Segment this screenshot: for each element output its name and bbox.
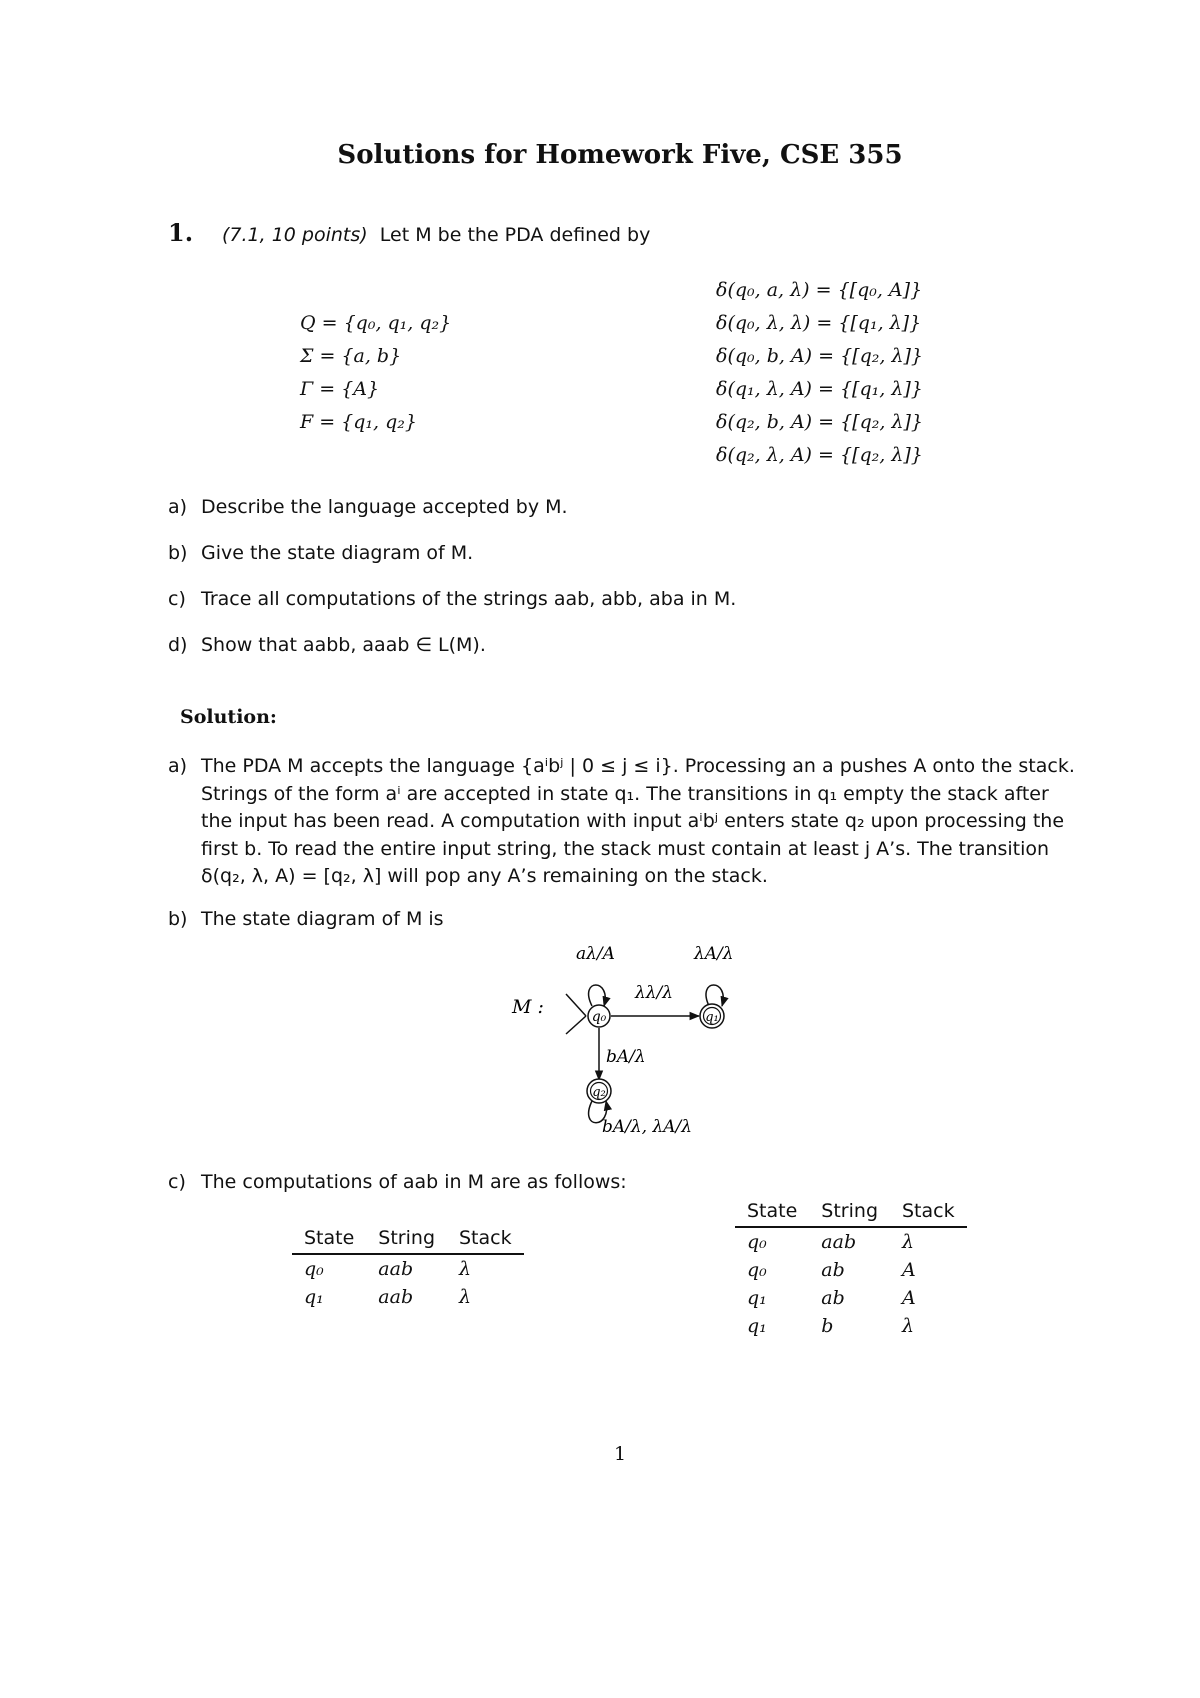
question-text: Show that aabb, aaab ∈ L(M). xyxy=(201,634,486,656)
table-cell: q₁ xyxy=(747,1287,767,1309)
solution-a-line: δ(q₂, λ, A) = [q₂, λ] will pop any A’s remaining on the stack. xyxy=(201,865,768,887)
table-cell: q₀ xyxy=(747,1231,767,1253)
question-c xyxy=(168,588,736,610)
table-cell: aab xyxy=(821,1231,857,1253)
table-cell: ab xyxy=(821,1259,845,1281)
machine-label: M : xyxy=(512,996,544,1018)
transition-item: δ(q₀, b, A) = {[q₂, λ]} xyxy=(716,345,923,367)
problem-intro xyxy=(222,224,650,246)
start-indicator xyxy=(566,1016,586,1034)
pda-definitions xyxy=(300,307,451,439)
state-label-q2: q₂ xyxy=(592,1085,606,1100)
transition-item: δ(q₁, λ, A) = {[q₁, λ]} xyxy=(716,378,923,400)
problem-intro-text: Let M be the PDA defined by xyxy=(379,224,651,246)
table-row xyxy=(735,1256,967,1284)
solution-b xyxy=(168,908,444,930)
table-cell: λ xyxy=(902,1315,915,1337)
problem-number: 1. xyxy=(168,218,194,247)
question-a xyxy=(168,496,568,518)
question-b xyxy=(168,542,473,564)
table-cell: q₁ xyxy=(747,1315,767,1337)
edge-label-q0-q1: λλ/λ xyxy=(635,983,674,1003)
table-row xyxy=(735,1312,967,1340)
table-header: State xyxy=(735,1200,809,1227)
transition-item: δ(q₀, a, λ) = {[q₀, A]} xyxy=(716,279,923,301)
table-row xyxy=(292,1283,524,1311)
state-label-q0: q₀ xyxy=(591,1009,607,1025)
solution-a-line: first b. To read the entire input string, the stack must contain at least j A’s. The transition xyxy=(201,837,1050,860)
edge-label-q1-q1: λA/λ xyxy=(694,944,734,964)
state-q2 xyxy=(587,1079,611,1103)
table-row xyxy=(292,1254,524,1283)
solution-heading: Solution: xyxy=(180,706,277,728)
edge-q1-q1 xyxy=(706,985,723,1006)
transition-item: δ(q₂, b, A) = {[q₂, λ]} xyxy=(716,411,923,433)
question-label: d) xyxy=(168,634,188,656)
table-cell: b xyxy=(821,1315,834,1337)
table-cell: λ xyxy=(459,1286,472,1308)
solution-c-text: The computations of aab in M are as follows: xyxy=(201,1171,627,1193)
solution-a-label: a) xyxy=(168,755,188,777)
state-label-q1: q₁ xyxy=(705,1010,719,1025)
table-header: String xyxy=(366,1227,447,1254)
table-cell: λ xyxy=(902,1231,915,1253)
table-row xyxy=(735,1227,967,1256)
table-cell: q₁ xyxy=(304,1286,324,1308)
table-cell: aab xyxy=(378,1286,414,1308)
table-header: String xyxy=(809,1200,890,1227)
question-label: a) xyxy=(168,496,188,518)
solution-a-line: the input has been read. A computation with input aⁱbʲ enters state q₂ upon processing the xyxy=(201,810,1065,832)
definition-final-states: F = {q₁, q₂} xyxy=(300,411,417,433)
table-cell: λ xyxy=(459,1258,472,1280)
question-text: Describe the language accepted by M. xyxy=(201,496,568,518)
table-cell: q₀ xyxy=(304,1258,324,1280)
definition-stack-alphabet: Γ = {A} xyxy=(300,378,380,400)
page-number: 1 xyxy=(613,1443,627,1465)
question-text: Give the state diagram of M. xyxy=(201,542,474,564)
solution-b-label: b) xyxy=(168,908,188,930)
table-row xyxy=(735,1284,967,1312)
start-indicator xyxy=(566,994,586,1016)
state-diagram xyxy=(500,930,800,1150)
edge-label-q0-q2: bA/λ xyxy=(606,1047,646,1067)
question-text: Trace all computations of the strings aab, abb, aba in M. xyxy=(201,588,737,610)
transition-function xyxy=(716,274,923,472)
table-header: State xyxy=(292,1227,366,1254)
edge-label-q2-q2: bA/λ, λA/λ xyxy=(602,1117,693,1137)
question-d xyxy=(168,634,486,656)
problem-reference: (7.1, 10 points) xyxy=(222,224,368,246)
table-cell: aab xyxy=(378,1258,414,1280)
edge-q0-q0 xyxy=(589,985,606,1006)
solution-c-label: c) xyxy=(168,1171,186,1193)
edge-label-q0-q0: aλ/A xyxy=(576,944,615,964)
table-cell: A xyxy=(902,1287,916,1309)
solution-b-text: The state diagram of M is xyxy=(201,908,444,930)
transition-item: δ(q₀, λ, λ) = {[q₁, λ]} xyxy=(716,312,922,334)
definition-alphabet: Σ = {a, b} xyxy=(300,345,402,367)
question-label: c) xyxy=(168,588,186,610)
page-title: Solutions for Homework Five, CSE 355 xyxy=(337,140,903,170)
transition-item: δ(q₂, λ, A) = {[q₂, λ]} xyxy=(716,444,923,466)
table-header: Stack xyxy=(447,1227,524,1254)
solution-a-line: The PDA M accepts the language {aⁱbʲ | 0 ≤ j ≤ i}. Processing an a pushes A onto the stack. xyxy=(201,755,1075,777)
table-cell: A xyxy=(902,1259,916,1281)
definition-states: Q = {q₀, q₁, q₂} xyxy=(300,312,452,334)
state-q1 xyxy=(700,1004,724,1028)
solution-a xyxy=(168,753,1098,891)
table-cell: ab xyxy=(821,1287,845,1309)
table-cell: q₀ xyxy=(747,1259,767,1281)
solution-c xyxy=(168,1171,627,1193)
state-q0 xyxy=(588,1005,610,1027)
solution-a-line: Strings of the form aⁱ are accepted in state q₁. The transitions in q₁ empty the stack after xyxy=(201,782,1049,805)
trace-table-1 xyxy=(292,1227,524,1311)
table-header: Stack xyxy=(890,1200,967,1227)
trace-table-2 xyxy=(735,1200,967,1340)
question-label: b) xyxy=(168,542,188,564)
